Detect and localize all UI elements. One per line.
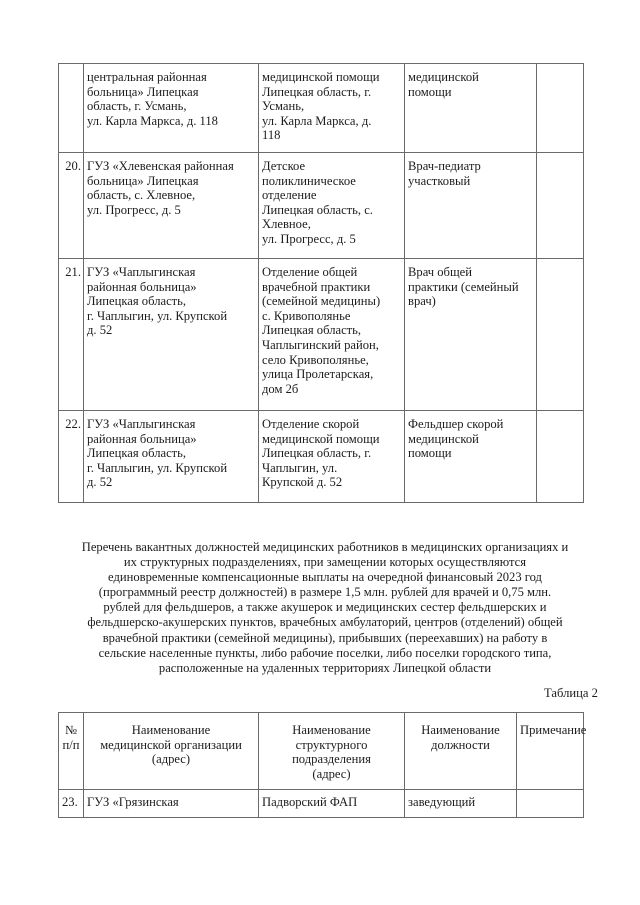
organization-line: ГУЗ «Чаплыгинская [87,417,196,431]
unit-line: улица Пролетарская, [262,367,374,382]
vacancy-table-1 [58,63,584,503]
organization-line: Липецкая область, [87,446,187,461]
position-line: медицинской [408,431,479,446]
unit-line: Детское [262,159,306,173]
organization-line: ул. Карла Маркса, д. 118 [87,113,218,128]
unit-line: врачебной практики [262,279,371,294]
position-cell [405,64,537,153]
unit-line: медицинской помощи [262,431,380,446]
header-unit [259,713,405,790]
header-line: Наименование [421,723,500,737]
row-number [59,64,84,153]
unit-line: Липецкая область, с. [262,202,373,217]
unit-line: дом 2б [262,381,299,396]
unit-line: (семейной медицины) [262,294,381,309]
unit-line: медицинской помощи [262,70,380,84]
organization-line: г. Чаплыгин, ул. Крупской [87,460,228,475]
position-cell [405,411,537,503]
table-row [59,64,584,153]
organization-line: Липецкая область, [87,294,187,309]
unit-line: 118 [262,128,281,143]
note-cell [537,64,584,153]
unit-line: ул. Карла Маркса, д. [262,113,372,128]
heading-line: расположенные на удаленных территориях Липецкой области [158,660,492,675]
unit-line: поликлиническое [262,173,356,188]
position-cell [405,259,537,411]
unit-cell [259,153,405,259]
note-cell [537,259,584,411]
row-number: 22. [59,411,84,503]
organization-line: область, с. Хлевное, [87,188,196,203]
unit-line: Усмань, [262,99,305,114]
unit-line: Липецкая область, г. [262,446,372,461]
table-row [59,153,584,259]
unit-line: Липецкая область, г. [262,84,372,99]
organization-line: больница» Липецкая [87,173,199,188]
heading-line: Перечень вакантных должностей медицинских работников в медицинских организациях и [81,540,569,554]
position-line: практики (семейный [408,279,519,294]
table-label: Таблица 2 [544,686,598,700]
organization-line: д. 52 [87,475,113,490]
table-row [59,259,584,411]
unit-cell [259,259,405,411]
heading-line: сельские населенные пункты, либо рабочие поселки, либо поселки городского типа, [98,645,552,660]
table-row [59,790,584,818]
header-line: п/п [62,737,80,752]
heading-line: единовременные компенсационные выплаты на очередной финансовый 2023 год [108,570,542,585]
table-header-row [59,713,584,790]
row-number: 20. [59,153,84,259]
organization-line: больница» Липецкая [87,84,199,99]
header-line: Наименование [131,723,211,737]
position-cell [405,153,537,259]
unit-line: Чаплыгин, ул. [262,460,338,475]
heading-line: их структурных подразделениях, при замещении которых осуществляются [123,555,527,570]
unit-line: ул. Прогресс, д. 5 [262,231,356,246]
heading-line: рублей для фельдшеров, а также акушерок и медицинских сестер фельдшерских и [103,600,547,615]
unit-line: Отделение общей [262,265,358,279]
section-heading [40,540,610,676]
position-line: Фельдшер скорой [408,417,504,431]
position-line: помощи [408,84,452,99]
header-line: структурного [295,737,368,752]
header-line: (адрес) [312,766,351,781]
note-cell [517,790,584,818]
header-line: (адрес) [151,752,191,767]
unit-line: Липецкая область, [262,323,362,338]
header-note [517,713,587,790]
heading-line: (программный реестр должностей) в размере 1,5 млн. рублей для врачей и 0,75 млн. [98,585,552,600]
unit-cell [259,64,405,153]
unit-line: Отделение скорой [262,417,360,431]
header-position [405,713,517,790]
organization-line: ул. Прогресс, д. 5 [87,202,181,217]
organization-line: ГУЗ «Чаплыгинская [87,265,196,279]
organization-cell [84,259,259,411]
header-organization [84,713,259,790]
header-line: должности [431,737,490,752]
organization-line: д. 52 [87,323,113,338]
note-cell [537,153,584,259]
heading-line: врачебной практики (семейной медицины), прибывших (переехавших) на работу в [102,630,548,645]
header-num [59,713,84,790]
organization-line: районная больница» [87,431,197,446]
organization-line: центральная районная [87,70,207,84]
organization-cell [84,153,259,259]
unit-cell: Падворский ФАП [259,790,405,818]
header-line: № [64,723,78,737]
position-line: помощи [408,446,452,461]
organization-line: область, г. Усмань, [87,99,187,114]
header-line: Наименование [292,723,371,737]
unit-line: Хлевное, [262,217,311,232]
unit-line: Крупской д. 52 [262,475,343,490]
unit-line: Чаплыгинский район, [262,337,379,352]
note-cell [537,411,584,503]
row-number: 23. [59,790,84,818]
position-line: участковый [408,173,471,188]
organization-line: ГУЗ «Хлевенская районная [87,159,234,173]
unit-line: село Кривополянье, [262,352,369,367]
unit-line: с. Кривополянье [262,308,351,323]
organization-line: г. Чаплыгин, ул. Крупской [87,308,228,323]
position-line: врач) [408,294,436,309]
position-line: Врач общей [408,265,472,279]
position-line: медицинской [408,70,479,84]
organization-cell [84,64,259,153]
position-cell: заведующий [405,790,517,818]
header-line: медицинской организации [100,737,242,752]
vacancy-table-2 [58,712,587,818]
header-line: Примечание [520,723,587,737]
organization-cell: ГУЗ «Грязинская [84,790,259,818]
unit-line: отделение [262,188,317,203]
table-row [59,411,584,503]
header-line: подразделения [292,752,371,767]
row-number: 21. [59,259,84,411]
unit-cell [259,411,405,503]
heading-line: фельдшерско-акушерских пунктов, врачебных амбулаторий, центров (отделений) общей [87,615,563,630]
organization-line: районная больница» [87,279,197,294]
position-line: Врач-педиатр [408,159,481,173]
organization-cell [84,411,259,503]
